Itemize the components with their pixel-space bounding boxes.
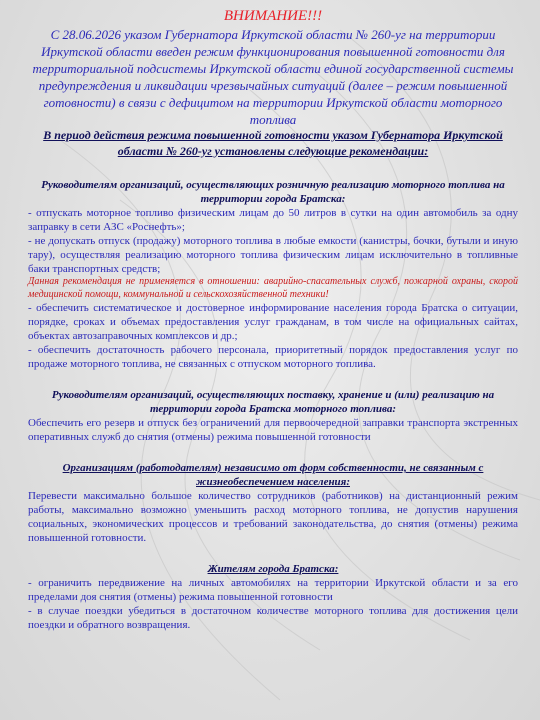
section-employers bbox=[28, 461, 518, 545]
section-supply-text: Обеспечить его резерв и отпуск без ограничений для первоочередной заправки транспорта экстренных оперативных служб до снятия (отмены) режима повышенной готовности bbox=[28, 417, 518, 443]
notice-intro: С 28.06.2026 указом Губернатора Иркутской области № 260-уг на территории Иркутской области введен режим функционирования повышенной готовности для территориальной подсистемы Иркутской области единой государственной системы предупреждения и ликвидации чрезвычайных ситуаций (далее – режим повышенной готовности) в связи с дефицитом на территории Иркутской области моторного топлива bbox=[32, 27, 514, 127]
section-supply bbox=[28, 388, 518, 444]
notice-content bbox=[28, 6, 518, 632]
section-residents bbox=[28, 562, 518, 632]
section-residents-item-1: - ограничить передвижение на личных автомобилях на территории Иркутской области и за его пределами доя снятия (отмены) режима повышенной готовности bbox=[28, 577, 518, 603]
section-retail bbox=[28, 178, 518, 371]
section-employers-text: Перевести максимально большое количество сотрудников (работников) на дистанционный режим работы, максимально возможно уменьшить расход моторного топлива, не допустив нарушения социальных, экономических процессов и требований законодательства, до снятия (отмены) режима повышенной готовности. bbox=[28, 490, 518, 544]
section-residents-item-2: - в случае поездки убедиться в достаточном количестве моторного топлива для достижения цели поездки и обратного возвращения. bbox=[28, 605, 518, 631]
section-retail-item-1: - отпускать моторное топливо физическим лицам до 50 литров в сутки на один автомобиль за одну заправку в сети АЗС «Роснефть»; bbox=[28, 207, 518, 233]
notice-title: ВНИМАНИЕ!!! bbox=[223, 8, 323, 24]
notice-lead: В период действия режима повышенной готовности указом Губернатора Иркутской области № 260-уг установлены следующие рекомендации: bbox=[43, 128, 503, 158]
section-retail-heading: Руководителям организаций, осуществляющих розничную реализацию моторного топлива на территории города Братска: bbox=[41, 179, 505, 205]
section-retail-item-3: - обеспечить систематическое и достоверное информирование населения города Братска о ситуации, порядке, сроках и объемах предоставления услуг гражданам, в том числе на официальных сайтах, объектах автозаправочных комплексов и др.; bbox=[28, 302, 518, 342]
section-retail-note: Данная рекомендация не применяется в отношении: аварийно-спасательных служб, пожарной охраны, скорой медицинской помощи, коммунальной и сельскохозяйственной техники! bbox=[28, 276, 518, 300]
section-retail-item-4: - обеспечить достаточность рабочего персонала, приоритетный порядок предоставления услуг по продаже моторного топлива, не связанных с отпуском моторного топлива. bbox=[28, 344, 518, 370]
section-supply-heading: Руководителям организаций, осуществляющих поставку, хранение и (или) реализацию на территории города Братска моторного топлива: bbox=[51, 389, 495, 415]
section-residents-heading: Жителям города Братска: bbox=[207, 563, 339, 575]
section-retail-item-2: - не допускать отпуск (продажу) моторного топлива в любые емкости (канистры, бочки, бутыли и иную тару), осуществляя реализацию моторного топлива физическим лицам исключительно в топливные баки транспортных средств; bbox=[28, 235, 518, 275]
section-employers-heading: Организациям (работодателям) независимо от форм собственности, не связанным с жизнеобеспечением населения: bbox=[62, 462, 484, 488]
